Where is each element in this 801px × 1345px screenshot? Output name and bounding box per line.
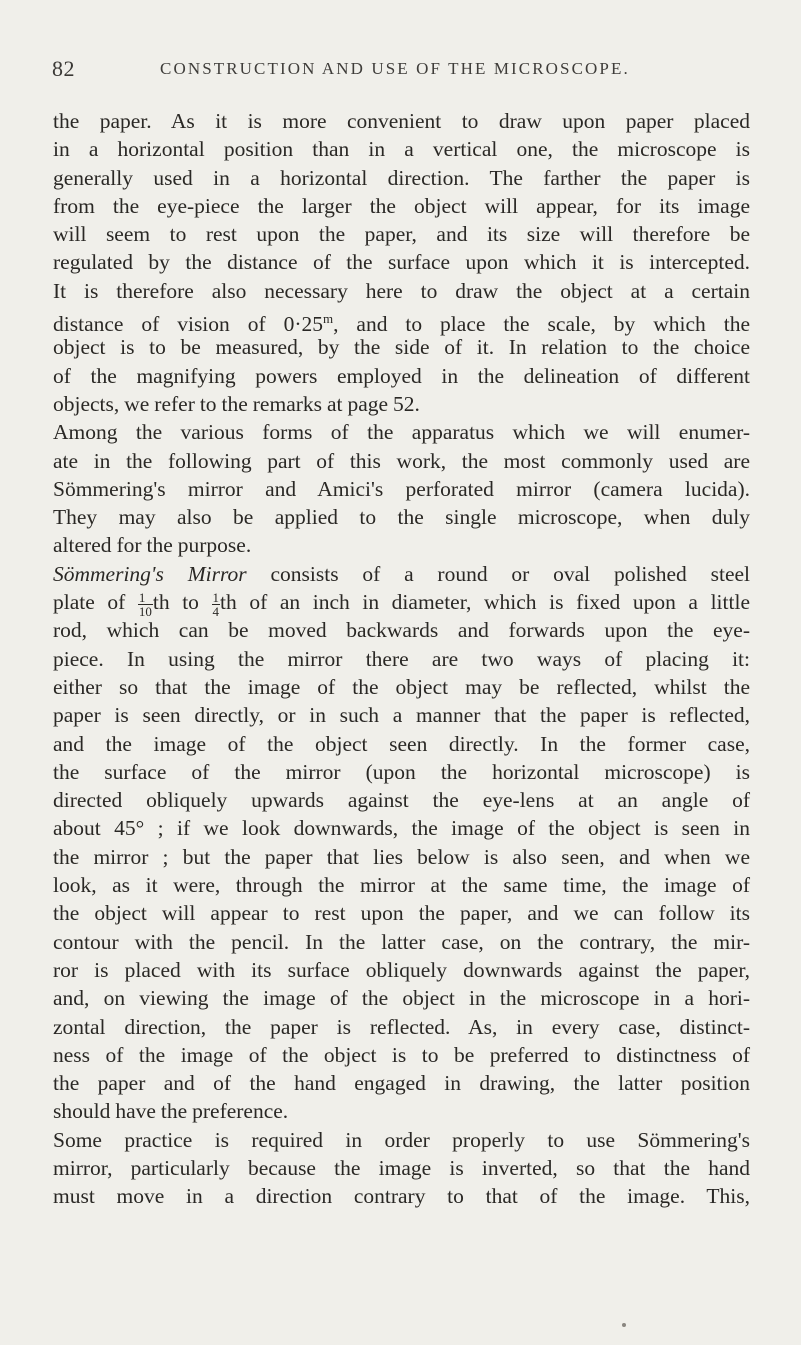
text-line: zontal direction, the paper is reflected. As, in every case, distinct- (53, 1014, 750, 1039)
text-line: ate in the following part of this work, the most commonly used are (53, 448, 750, 473)
text-line: the paper. As it is more convenient to draw upon paper placed (53, 109, 750, 133)
text-line: piece. In using the mirror there are two ways of placing it: (53, 646, 750, 671)
text-line: from the eye-piece the larger the object will appear, for its image (53, 193, 750, 218)
text-line: ror is placed with its surface obliquely downwards against the paper, (53, 957, 750, 982)
text-line: directed obliquely upwards against the eye-lens at an angle of (53, 788, 750, 813)
text-line: the paper and of the hand engaged in drawing, the latter position (53, 1071, 750, 1096)
text-line: the object will appear to rest upon the paper, and we can follow its (53, 901, 750, 926)
text-line: mirror, particularly because the image is inverted, so that the hand (53, 1155, 750, 1180)
page-header (52, 56, 752, 86)
text-line: Some practice is required in order properly to use Sömmering's (53, 1127, 750, 1152)
distance-value: 0·25 (283, 312, 323, 337)
fraction-tenth: $\frac{1}{10}$ (138, 589, 152, 619)
text-line: regulated by the distance of the surface upon which it is intercepted. (53, 250, 750, 275)
text-line: will seem to rest upon the paper, and its size will therefore be (53, 222, 750, 247)
text-line: either so that the image of the object may be reflected, whilst the (53, 674, 750, 699)
section-heading-italic: Sömmering's Mirror (53, 561, 247, 586)
text-line-fractions: plate of $\frac{1}{10}$ th to $\frac{1}{4}$ th of an inch in diameter, which is fixed upon a little (53, 589, 750, 619)
page-number: 82 (52, 56, 75, 81)
fraction-quarter: $\frac{1}{4}$ (212, 589, 220, 619)
text-line: altered for the purpose. (53, 533, 252, 558)
text-line: the mirror ; but the paper that lies below is also seen, and when we (53, 844, 750, 869)
text-line: ness of the image of the object is to be preferred to distinctness of (53, 1042, 750, 1067)
text-line: rod, which can be moved backwards and forwards upon the eye- (53, 618, 750, 643)
body-text (53, 107, 750, 1211)
text-line: object is to be measured, by the side of it. In relation to the choice (53, 335, 750, 360)
text-line: should have the preference. (53, 1099, 289, 1124)
text-line: paper is seen directly, or in such a manner that the paper is reflected, (53, 703, 750, 728)
text-line-distance: distance of vision of $0\cdot 25^m$, and to place the scale, by which the (53, 311, 750, 337)
text-line: and, on viewing the image of the object in the microscope in a hori- (53, 986, 750, 1011)
text-line: about 45° ; if we look downwards, the image of the object is seen in (53, 816, 750, 841)
text-line: They may also be applied to the single microscope, when duly (53, 505, 750, 530)
text-line: Sömmering's mirror and Amici's perforated mirror (camera lucida). (53, 476, 750, 501)
text-line: It is therefore also necessary here to draw the object at a certain (53, 278, 750, 303)
ink-speck (622, 1323, 626, 1327)
text-line: Among the various forms of the apparatus which we will enumer- (53, 420, 750, 445)
text-line: objects, we refer to the remarks at page 52. (53, 391, 420, 416)
text-line: and the image of the object seen directly. In the former case, (53, 731, 750, 756)
text-line: the surface of the mirror (upon the horizontal microscope) is (53, 759, 750, 784)
text-line: generally used in a horizontal direction. The farther the paper is (53, 165, 750, 190)
text-line: contour with the pencil. In the latter case, on the contrary, the mir- (53, 929, 750, 954)
text-line-heading: Sömmering's Mirror consists of a round or oval polished steel (53, 561, 751, 586)
text-line: in a horizontal position than in a vertical one, the microscope is (53, 137, 750, 162)
running-head: CONSTRUCTION AND USE OF THE MICROSCOPE. (160, 59, 630, 78)
distance-unit: m (322, 311, 334, 327)
text-line: look, as it were, through the mirror at the same time, the image of (53, 873, 750, 898)
text-line: of the magnifying powers employed in the delineation of different (53, 363, 750, 388)
text-line: must move in a direction contrary to that of the image. This, (53, 1184, 750, 1209)
